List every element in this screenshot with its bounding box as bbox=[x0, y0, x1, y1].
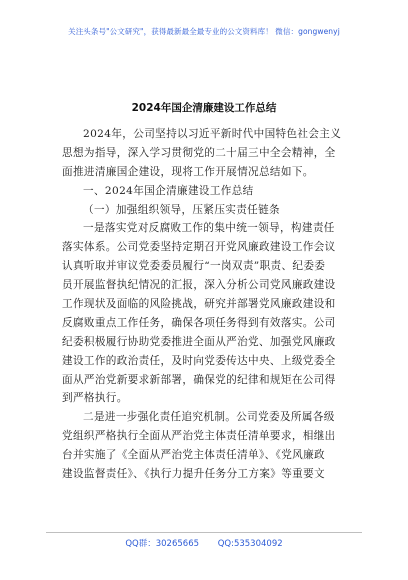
body-line: 员开展监督执纪情况的汇报，深入分析公司党风廉政建设 bbox=[62, 279, 336, 292]
body-line: （一）加强组织领导，压紧压实责任链条 bbox=[83, 203, 280, 216]
footer-divider bbox=[46, 532, 362, 533]
footer bbox=[0, 537, 408, 549]
body-line: 纪委积极履行协助党委推进全面从严治党、加强党风廉政 bbox=[62, 335, 336, 348]
body-line: 认真听取并审议党委委员履行“一岗双责”职责、纪委委 bbox=[62, 260, 326, 273]
body-line: 建设监督责任》、《执行力提升任务分工方案》等重要文 bbox=[62, 468, 325, 481]
document-body bbox=[62, 125, 350, 484]
footer-qq-contact: QQ:535304092 bbox=[217, 539, 283, 549]
footer-qq-group: QQ群：30265665 bbox=[125, 539, 200, 549]
top-banner: 关注头条号"公文研究"，获得最新最全最专业的公文资料库！ 微信：gongwenyj bbox=[68, 27, 340, 36]
body-line: 一是落实党对反腐败工作的集中统一领导，构建责任 bbox=[83, 222, 335, 235]
body-line: 落实体系。公司党委坚持定期召开党风廉政建设工作会议 bbox=[62, 241, 336, 254]
body-line: 一、2024年国企清廉建设工作总结 bbox=[83, 184, 254, 197]
body-line: 面推进清廉国企建设，现将工作开展情况总结如下。 bbox=[62, 165, 314, 178]
body-line: 面从严治党新要求新部署，确保党的纪律和规矩在公司得 bbox=[62, 373, 336, 386]
body-line: 反腐败重点工作任务，确保各项任务得到有效落实。公司 bbox=[62, 316, 336, 329]
body-line: 台并实施了《全面从严治党主体责任清单》、《党风廉政 bbox=[62, 449, 325, 462]
body-line: 二是进一步强化责任追究机制。公司党委及所属各级 bbox=[83, 411, 335, 424]
document-title: 2024年国企清廉建设工作总结 bbox=[131, 102, 277, 114]
body-line: 思想为指导，深入学习贯彻党的二十届三中全会精神，全 bbox=[62, 146, 336, 159]
body-line: 2024年，公司坚持以习近平新时代中国特色社会主义 bbox=[83, 128, 342, 140]
body-line: 党组织严格执行全面从严治党主体责任清单要求，相继出 bbox=[62, 430, 336, 443]
body-line: 建设工作的政治责任，及时向党委传达中央、上级党委全 bbox=[62, 354, 336, 367]
body-line: 到严格执行。 bbox=[62, 392, 128, 405]
body-line: 工作现状及面临的风险挑战，研究并部署党风廉政建设和 bbox=[62, 298, 336, 311]
